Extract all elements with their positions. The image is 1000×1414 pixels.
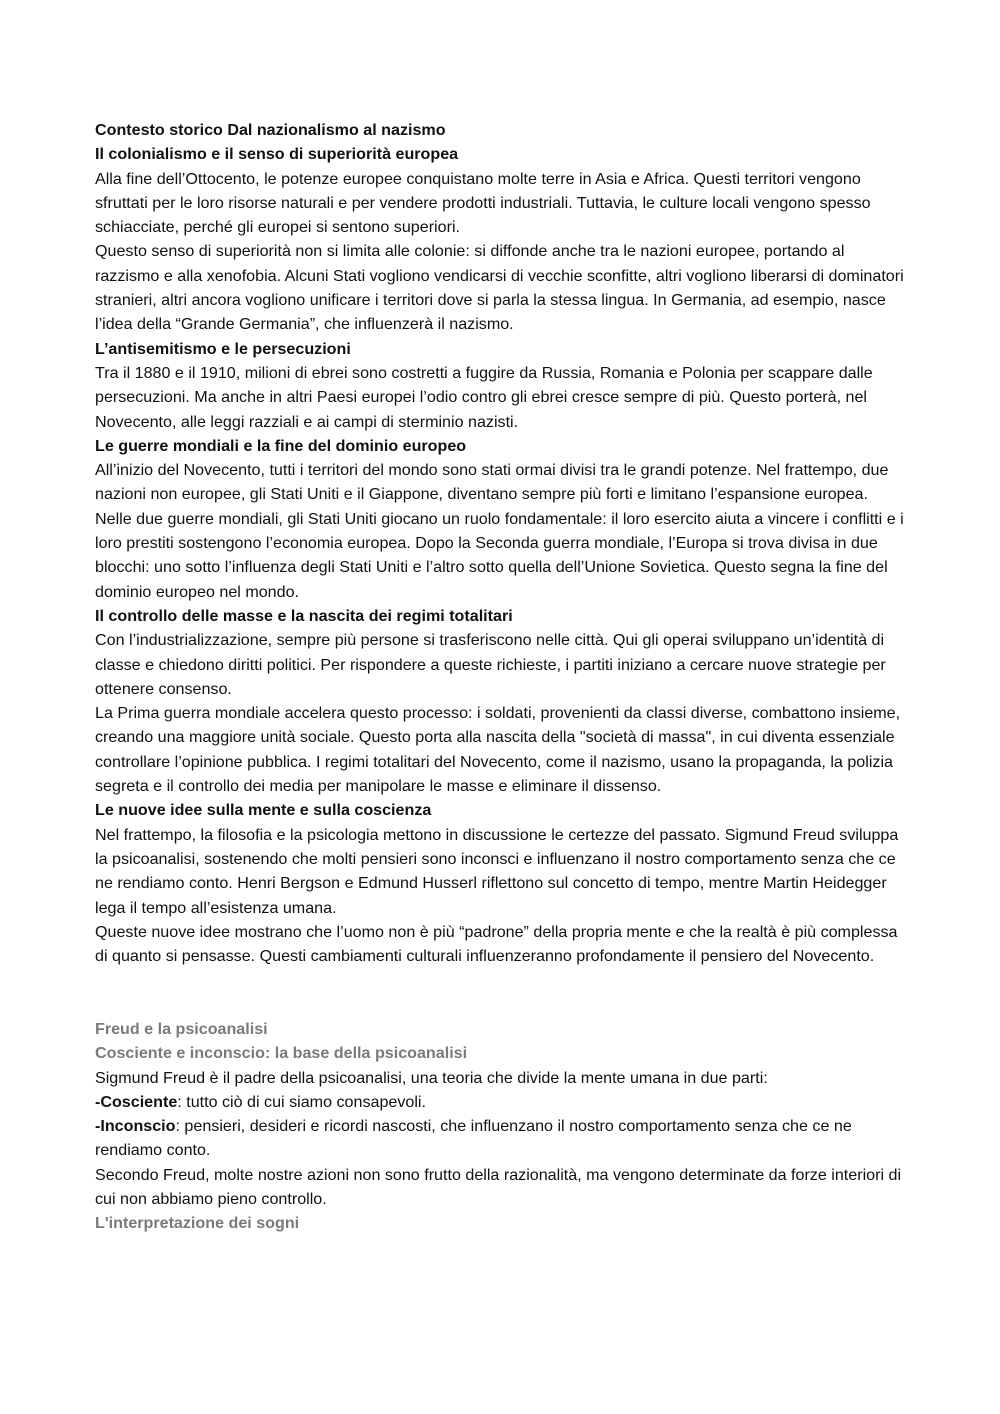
section-heading-guerre-mondiali: Le guerre mondiali e la fine del dominio europeo	[95, 436, 467, 455]
section-heading-nuove-idee: Le nuove idee sulla mente e sulla coscienza	[95, 801, 432, 820]
freud-title: Freud e la psicoanalisi	[95, 1019, 268, 1038]
list-item-cosciente	[95, 1090, 905, 1114]
paragraph: Con l’industrializzazione, sempre più persone si trasferiscono nelle città. Qui gli operai sviluppano un’identità di classe e chiedono diritti politici. Per rispondere a queste richieste, i partiti iniziano a cercare nuove strategie per ottenere consenso.	[95, 631, 886, 698]
paragraph: Queste nuove idee mostrano che l’uomo non è più “padrone” della propria mente e che la realtà è più complessa di quanto si pensasse. Questi cambiamenti culturali influenzeranno profondamente il pensiero del Novecento.	[95, 922, 898, 966]
section-heading-controllo-masse: Il controllo delle masse e la nascita dei regimi totalitari	[95, 606, 513, 625]
doc-title: Contesto storico Dal nazionalismo al nazismo	[95, 121, 446, 139]
section-heading-colonialismo: Il colonialismo e il senso di superiorità europea	[95, 145, 459, 164]
paragraph: All’inizio del Novecento, tutti i territori del mondo sono stati ormai divisi tra le grandi potenze. Nel frattempo, due nazioni non europee, gli Stati Uniti e il Giappone, diventano sempre più forti e limitano l’espansione europea.	[95, 461, 889, 504]
section-heading-antisemitismo: L’antisemitismo e le persecuzioni	[95, 339, 351, 358]
list-item-text: : pensieri, desideri e ricordi nascosti, che influenzano il nostro comportamento senza che ce ne rendiamo conto.	[95, 1117, 852, 1160]
paragraph: Nel frattempo, la filosofia e la psicologia mettono in discussione le certezze del passato. Sigmund Freud sviluppa la psicoanalisi, sostenendo che molti pensieri sono inconsci e influenzano il nostro comportamento senza che ce ne rendiamo conto. Henri Bergson e Edmund Husserl riflettono sul concetto di tempo, mentre Martin Heidegger lega il tempo all’esistenza umana.	[95, 825, 899, 917]
paragraph: Secondo Freud, molte nostre azioni non sono frutto della razionalità, ma vengono determinate da forze interiori di cui non abbiamo pieno controllo.	[95, 1165, 902, 1209]
list-item-text: : tutto ciò di cui siamo consapevoli.	[177, 1092, 426, 1111]
paragraph: Sigmund Freud è il padre della psicoanalisi, una teoria che divide la mente umana in due parti:	[95, 1068, 768, 1087]
document-page	[95, 118, 905, 1236]
freud-subheading: Cosciente e inconscio: la base della psicoanalisi	[95, 1044, 468, 1063]
paragraph: La Prima guerra mondiale accelera questo processo: i soldati, provenienti da classi diverse, combattono insieme, creando una maggiore unità sociale. Questo porta alla nascita della "società di massa", in cui diventa essenziale controllare l’opinione pubblica. I regimi totalitari del Novecento, come il nazismo, usano la propaganda, la polizia segreta e il controllo dei media per manipolare le masse e eliminare il dissenso.	[95, 704, 901, 796]
list-item-label: -Cosciente	[95, 1092, 178, 1111]
paragraph: Questo senso di superiorità non si limita alle colonie: si diffonde anche tra le nazioni europee, portando al razzismo e alla xenofobia. Alcuni Stati vogliono vendicarsi di vecchie sconfitte, altri vogliono liberarsi di dominatori stranieri, altri ancora vogliono unificare i territori dove si parla la stessa lingua. In Germania, ad esempio, nasce l’idea della “Grande Germania”, che influenzerà il nazismo.	[95, 242, 904, 334]
sogni-heading: L'interpretazione dei sogni	[95, 1214, 300, 1233]
list-item-label: -Inconscio	[95, 1117, 176, 1136]
section-spacer	[95, 968, 905, 1017]
paragraph: Tra il 1880 e il 1910, milioni di ebrei sono costretti a fuggire da Russia, Romania e Polonia per scappare dalle persecuzioni. Ma anche in altri Paesi europei l’odio contro gli ebrei cresce sempre di più. Questo porterà, nel Novecento, alle leggi razziali e ai campi di sterminio nazisti.	[95, 363, 873, 431]
paragraph: Nelle due guerre mondiali, gli Stati Uniti giocano un ruolo fondamentale: il loro esercito aiuta a vincere i conflitti e i loro prestiti sostengono l’economia europea. Dopo la Seconda guerra mondiale, l’Europa si trova divisa in due blocchi: uno sotto l’influenza degli Stati Uniti e l’altro sotto quella dell’Unione Sovietica. Questo segna la fine del dominio europeo nel mondo.	[95, 509, 904, 601]
paragraph: Alla fine dell’Ottocento, le potenze europee conquistano molte terre in Asia e Africa. Questi territori vengono sfruttati per le loro risorse naturali e per vendere prodotti industriali. Tuttavia, le culture locali vengono spesso schiacciate, perché gli europei si sentono superiori.	[95, 169, 871, 237]
list-item-inconscio	[95, 1114, 905, 1163]
